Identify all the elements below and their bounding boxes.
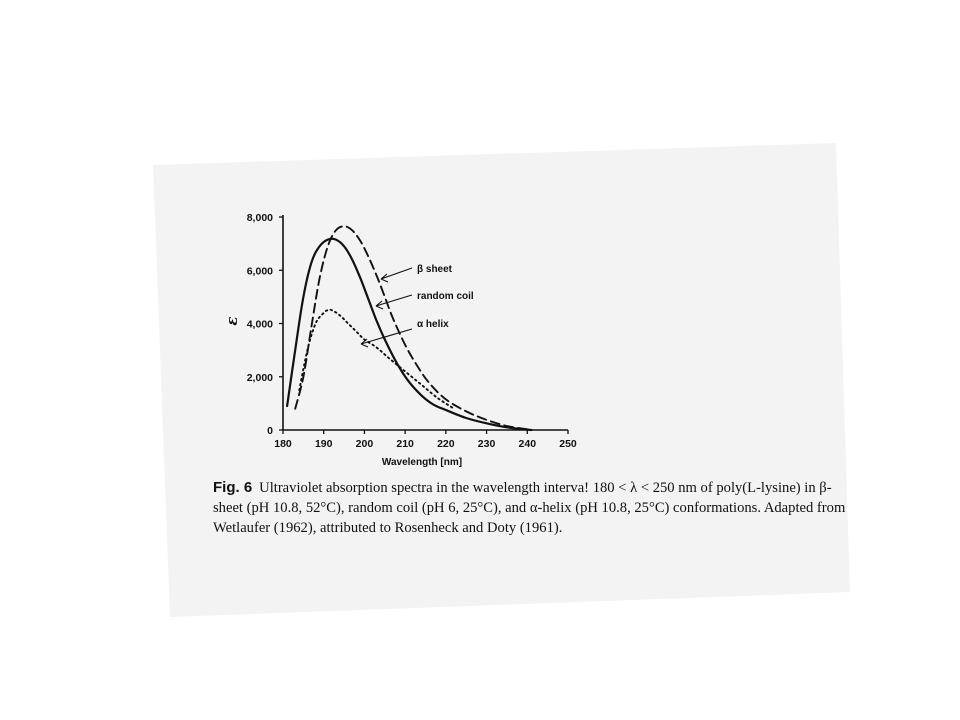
y-tick-label: 8,000 — [246, 212, 273, 224]
x-axis-label: Wavelength [nm] — [381, 457, 463, 468]
y-tick-label: 2,000 — [246, 371, 273, 384]
figure-caption — [213, 478, 853, 538]
y-tick-label: 4,000 — [246, 318, 273, 331]
caption-label: Fig. 6 — [213, 479, 253, 496]
x-tick-label: 240 — [518, 438, 537, 450]
x-tick-label: 220 — [437, 438, 455, 450]
x-tick-label: 190 — [314, 438, 333, 450]
y-tick-label: 6,000 — [246, 265, 273, 278]
x-tick-label: 230 — [477, 438, 496, 450]
y-axis-label: ε — [223, 316, 241, 326]
x-tick-label: 200 — [355, 438, 374, 450]
x-tick-label: 180 — [274, 438, 292, 450]
legend-label-random-coil: random coil — [417, 291, 474, 302]
caption-text: Ultraviolet absorption spectra in the wavelength interva! 180 < λ < 250 nm of poly(L-lysine) in β-sheet (pH 10.8, 52°C), random coil (pH 6, 25°C), and α-helix (pH 10.8, 25°C) conformations. Adapted from Wetlaufer (1962), attributed to Rosenheck and Doty (1961). — [213, 480, 846, 536]
x-tick-label: 250 — [559, 438, 577, 450]
y-tick-label: 0 — [267, 425, 273, 437]
legend-label-beta-sheet: β sheet — [417, 264, 453, 275]
x-tick-label: 210 — [396, 438, 414, 450]
legend-label-alpha-helix: α helix — [417, 319, 449, 330]
